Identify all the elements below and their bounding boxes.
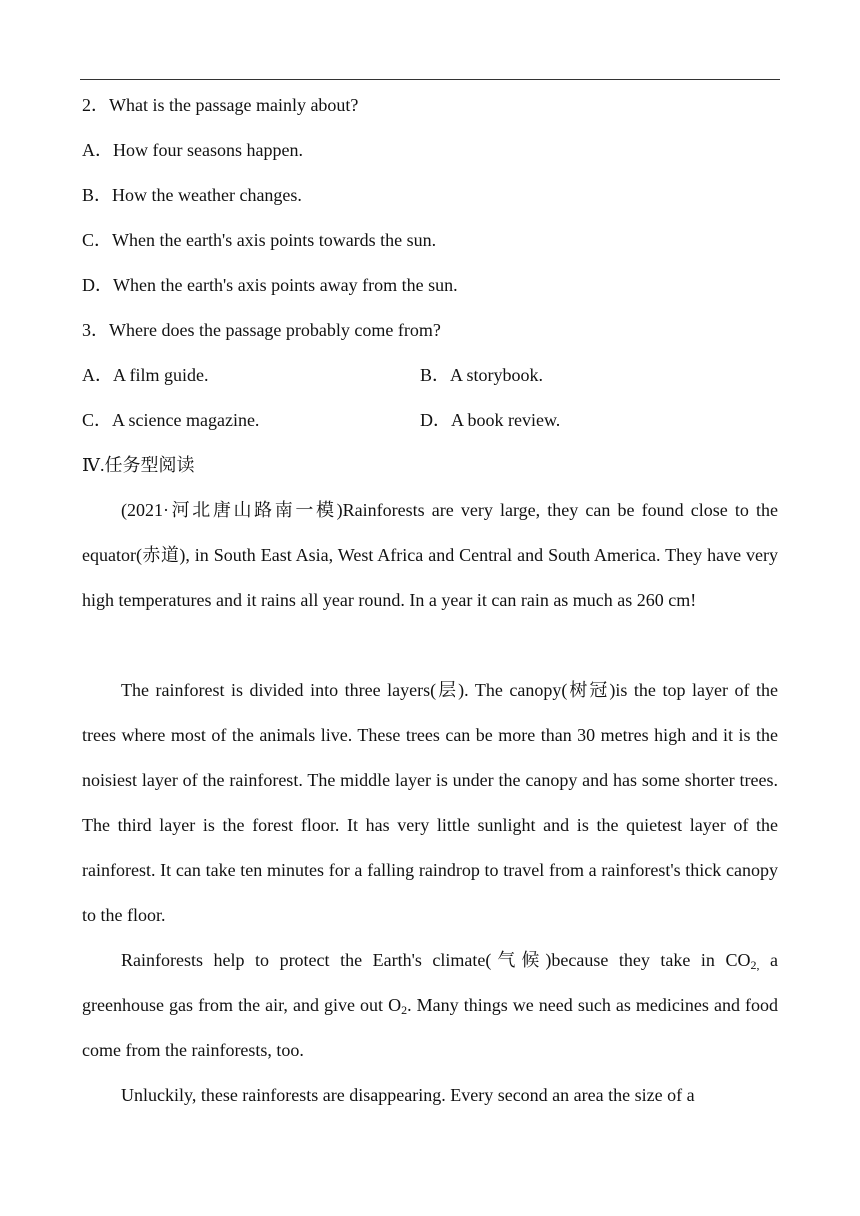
question-2-stem: 2．What is the passage mainly about? xyxy=(82,95,359,115)
question-3-stem: 3．Where does the passage probably come from? xyxy=(82,320,441,340)
question-2-option-b: B．How the weather changes. xyxy=(82,185,302,205)
section-heading: Ⅳ.任务型阅读 xyxy=(82,455,195,475)
passage-paragraph-2: The rainforest is divided into three layers(层). The canopy(树冠)is the top layer of the trees where most of the animals live. These trees can be more than 30 metres high and it is the noisiest layer of the rainforest. The middle layer is under the canopy and has some shorter trees. The third layer is the forest floor. It has very little sunlight and is the quietest layer of the rainforest. It can take ten minutes for a falling raindrop to travel from a rainforest's thick canopy to the floor. xyxy=(82,680,778,925)
passage-paragraph-1: (2021·河北唐山路南一模)Rainforests are very large, they can be found close to the equator(赤道), in South East Asia, West Africa and Central and South America. They have very high temperatures and it rains all year round. In a year it can rain as much as 260 cm! xyxy=(82,500,778,610)
passage-paragraph-3 xyxy=(82,938,778,1073)
co2-subscript: 2, xyxy=(750,958,760,972)
paragraph-3-text-c: . Many things we need such as medicines and food come from the rainforests, too. xyxy=(82,995,778,1060)
question-2-option-d: D．When the earth's axis points away from the sun. xyxy=(82,275,458,295)
o2-subscript: 2 xyxy=(401,1003,408,1017)
question-2-option-c: C．When the earth's axis points towards the sun. xyxy=(82,230,437,250)
question-3-option-d: D．A book review. xyxy=(420,410,561,430)
question-3-option-c: C．A science magazine. xyxy=(82,410,260,430)
question-2-option-a: A．How four seasons happen. xyxy=(82,140,303,160)
paragraph-3-text-b: a greenhouse gas from the air, and give out O xyxy=(82,950,778,1015)
paragraph-3-text-a: Rainforests help to protect the Earth's climate(气候)because they take in CO xyxy=(121,950,751,970)
passage-paragraph-4: Unluckily, these rainforests are disappearing. Every second an area the size of a xyxy=(121,1085,695,1105)
header-rule xyxy=(80,79,780,80)
question-3-option-a: A．A film guide. xyxy=(82,365,209,385)
question-3-option-b: B．A storybook. xyxy=(420,365,544,385)
